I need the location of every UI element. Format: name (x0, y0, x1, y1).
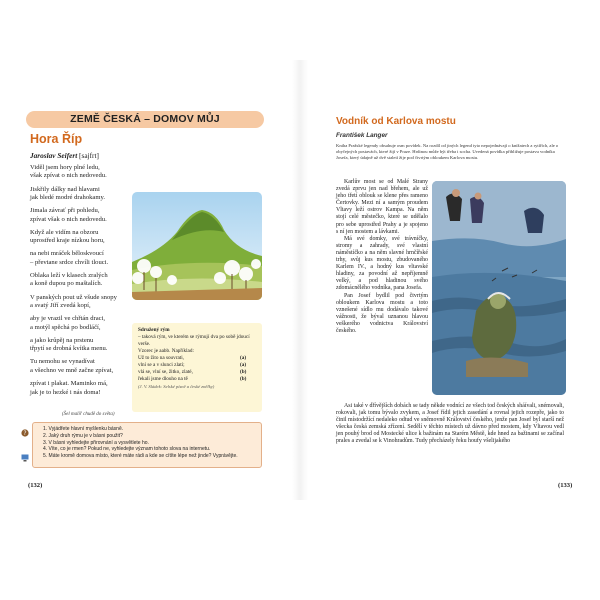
rhyme-heading: Sdružený rým (138, 327, 170, 333)
rhyme-mark: (a) (240, 362, 247, 368)
author-name: Jaroslav Seifert (30, 151, 78, 160)
story-author: František Langer (336, 132, 388, 139)
story-paragraph: Karlův most se od Malé Strany zvedá zprvu jen nad břehem, ale už jeho třetí oblouk se klene přes rameno Čertovky. Mezi ní a samým proudem Vltavy leží ostrov Kampa. Na něm stojí celé městečko, které se udělalo pro sebe uprostřed Prahy a je spojeno s ní jen mostem a lávkami. (336, 179, 428, 235)
rhyme-line: vlní se a v slunci zlatí; (138, 362, 185, 368)
story-title: Vodník od Karlova mostu (336, 116, 456, 127)
story-paragraph: Má své domky, své trávníčky, stromy a zahrady, své vlastní náměstíčko a na něm slavné hrnčířské trhy, svůj kus mostu, zbudovaného Karlem IV., a hodný kus vltavské hladiny, za povodní až nepříjemně velký, a pod hladinou svého zdomácnělého vodníka, pana Josefa. (336, 235, 428, 292)
poem-line: Viděl jsem hory plné ledu, (30, 164, 100, 171)
poem-line: jak je to hezké i nás doma! (30, 388, 101, 396)
poem-source: (Šel malíř chudě do světa) (62, 412, 115, 417)
rhyme-mark: (b) (240, 376, 247, 382)
rhyme-line: Už to žito na souvrati, (138, 355, 184, 361)
rhyme-source: (J. V. Sládek: Selské písně a české znělky) (138, 384, 215, 389)
task-item: 5. Máte kromě domova místo, které máte rádi a kde se cítíte lépe než jinde? Vyprávějte. (43, 453, 238, 460)
rhyme-description: – taková rým, ve kterém se rýmují dva po sobě jdoucí verše. (138, 334, 250, 347)
poem-line: Jimala závrať při pohledu, (30, 207, 100, 215)
rhyme-mark: (b) (240, 369, 247, 375)
story-column-text (336, 179, 428, 335)
svg-text:?: ? (23, 430, 27, 437)
poem-stanza (30, 207, 130, 224)
poem-stanza (30, 186, 130, 203)
task-item: 1. Vyjádřete hlavní myšlenku básně. (43, 426, 124, 432)
book-gutter (292, 60, 308, 500)
story-paragraph: Pan Josef bydlil pod čtvrtým obloukem Karlova mostu a toto vznešené sídlo mu dodávalo takové vážnosti, že býval uznanou hlavou veškerého vodnictva Království českého. (336, 292, 428, 334)
poem-stanza (30, 229, 130, 246)
poem-line: Jiskřily dálky nad hlavami (30, 185, 100, 193)
poem-stanza (30, 272, 130, 289)
poem-stanza (30, 380, 130, 397)
poem-line: Tu nemohu se vynadívat (30, 358, 95, 366)
poem-stanza (30, 250, 130, 267)
tasks-box (32, 422, 262, 468)
rhyme-row (138, 355, 258, 362)
rhyme-example-label: Vzorec je aabb. Například: (138, 348, 194, 354)
poem-author (30, 151, 99, 160)
hill-rip-illustration (132, 192, 262, 300)
poem-line: Oblaka leží v klasech zralých (30, 272, 108, 280)
story-full-width-text (336, 403, 564, 446)
poem-stanza (30, 315, 130, 332)
poem-line: uprostřed kraje nízkou horu, (30, 237, 105, 245)
rhyme-row (138, 369, 258, 376)
poem-line: však zpívat o nich nedovedu. (30, 172, 107, 180)
poem-line: zpívat i plakat. Maminko má, (30, 380, 108, 388)
poem-stanza (30, 337, 130, 354)
task-item: 4. Víte, co je rmen? Pokud ne, vyhledejte význam tohoto slova na internetu. (43, 446, 211, 453)
poem-line: třpytí se drobná kvítka menu. (30, 345, 108, 353)
poem-stanza (30, 358, 130, 375)
poem-line: aby je vrazil ve chřtán draci, (30, 315, 106, 323)
poem-line: a jako krůpěj na prstenu (30, 336, 94, 344)
poem-line: na nebi mráček běloskvoucí (30, 250, 104, 258)
poem-stanza (30, 164, 130, 181)
poem-line: a svatý Jiří zvedá kopí, (30, 302, 91, 310)
poem-line: a motýl spěchá po bodláčí, (30, 323, 101, 331)
poem-line: a koně dupou po maštalích. (30, 280, 103, 288)
story-paragraph: Asi také v dřívějších dobách se tady někde vodnící ze všech tod českých sháívali, snémovali, rokovali, jak tomu bývalo zvykem, a Josef řídil jejich zasedání a rovnal jejich rozepře, jako to činil místodržící nedaleko odtud ve sněmovně Království českého, jenže pan Josef byl starší než všecka česká zemská zřízení. Sedělí v těchto místech už dávno před mostem, kdy Vltavou vedl jen pouhý brod od Mostecké ulice k bažinám na Starém Městě, kde hned za bažinami se začínal prales a zvedal se k Vinohradům. Tudy přecházely řeku houfy všelijakého (336, 403, 564, 445)
author-pronunciation: [sajfrt] (77, 151, 99, 160)
rhyme-line: řekali jsme dlouho na tě (138, 376, 188, 382)
question-icon (21, 424, 29, 437)
poem-title: Hora Říp (30, 132, 83, 146)
rhyme-row (138, 376, 258, 383)
poem-line: zpívat však o nich nedovedu. (30, 215, 107, 223)
rhyme-mark: (a) (240, 355, 247, 361)
rhyme-line: vlá se, vlní se, žitko, zlaté, (138, 369, 193, 375)
rhyme-row (138, 362, 258, 369)
poem-stanza (30, 294, 130, 311)
story-intro: Kniha Pražské legendy obsahuje osm povídek. Na rozdíl od jiných legend tyto nepojednávají o knížatech a rytířích, ale o obyčejných postavách, které žijí v Praze. Hrdinou může být třeba i socha. Uvedená povídka přibližuje postavu vodníka Josefa, který údajně už dvě staletí žije pod čtvrtým obloukem Karlova mostu. (336, 143, 559, 161)
poem-line: a všechno ve mně začne zpívat, (30, 366, 114, 374)
task-item: 3. V básni vyhledejte přirovnání a vysvětlete ho. (43, 439, 149, 446)
rhyme-info-box (132, 323, 262, 412)
page-number-right: (133) (558, 482, 573, 489)
poem-line: Když ale vidím na obzoru (30, 228, 99, 236)
poem-line: jak bledé modré drahokamy. (30, 194, 106, 202)
water-goblin-illustration (432, 181, 566, 395)
computer-icon (21, 449, 29, 457)
poem-line: V panských pout už všude snopy (30, 293, 117, 301)
task-item: 2. Jaký druh rýmu je v básni použit? (43, 432, 123, 439)
section-banner: ZEMĚ ČESKÁ – DOMOV MŮJ (26, 111, 264, 128)
poem-text (30, 164, 130, 402)
poem-line: – převtane srdce chvíli tlouci. (30, 258, 109, 266)
page-number-left: (132) (28, 482, 43, 489)
